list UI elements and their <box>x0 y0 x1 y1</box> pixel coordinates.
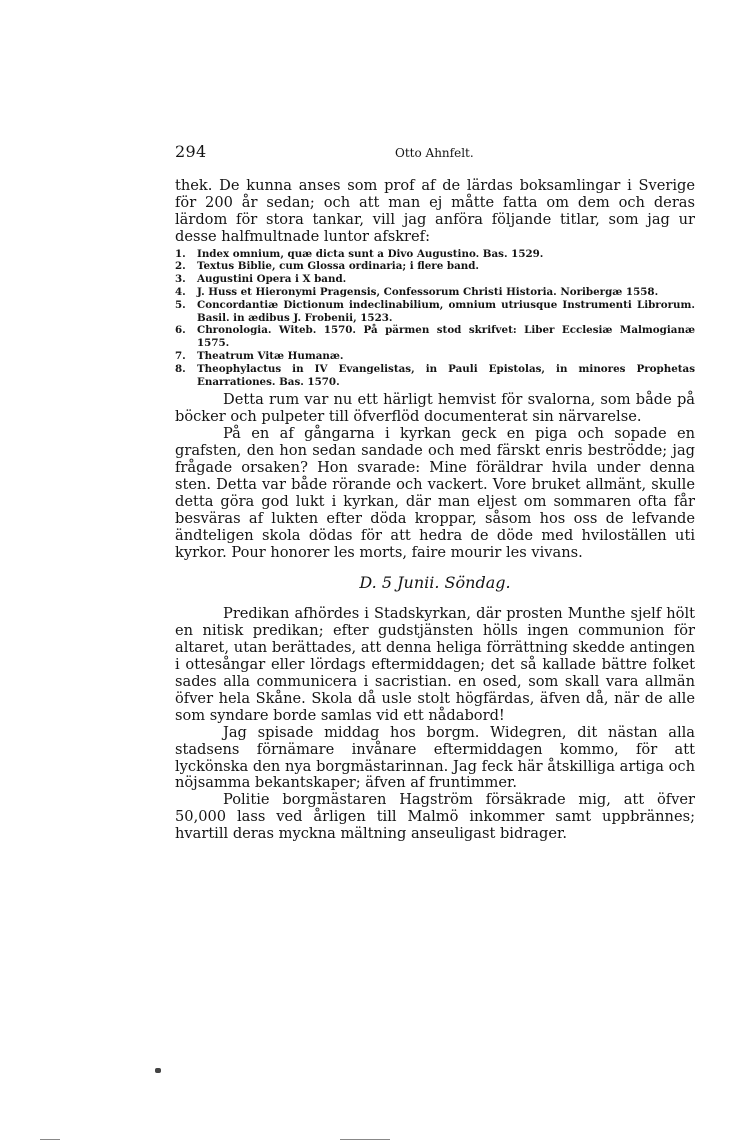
list-item <box>175 286 695 299</box>
list-item-number: 2. <box>175 260 186 273</box>
list-item <box>175 350 695 363</box>
list-item-number: 5. <box>175 298 186 311</box>
list-item-text: Theophylactus in IV Evangelistas, in Pauli Epistolas, in minores Prophetas Enarrationes. Bas. 1570. <box>197 362 695 388</box>
list-item-number: 7. <box>175 350 186 362</box>
list-item <box>175 273 695 286</box>
book-list <box>175 248 695 389</box>
running-head: Otto Ahnfelt. <box>395 146 474 160</box>
list-item <box>175 299 695 325</box>
list-item-text: Augustini Opera i X band. <box>197 273 347 286</box>
page-header <box>175 142 695 164</box>
list-item-number: 6. <box>175 324 186 337</box>
paragraph: Politie borgmästaren Hagström försäkrade mig, att öfver 50,000 lass ved årligen till Malmö inkommer samt uppbrännes; hvartill deras myckna mältning anseuligast bidrager. <box>175 791 695 843</box>
paragraph: Jag spisade middag hos borgm. Widegren, dit nästan alla stadsens förnämare invånare eftermiddagen kommo, för att lyckönska den nya borgmästarinnan. Jag feck här åtskilliga artiga och nöjsamma bekantskaper; äfven af fruntimmer. <box>175 723 695 792</box>
scan-speck <box>155 1068 161 1073</box>
list-item <box>175 324 695 350</box>
list-item-text: Chronologia. Witeb. 1570. På pärmen stod skrifvet: Liber Ecclesiæ Malmogianæ 1575. <box>197 324 695 350</box>
paragraph: Detta rum var nu ett härligt hemvist för svalorna, som både på böcker och pulpeter till öfverflöd documenterat sin närvarelse. <box>175 391 695 426</box>
list-item <box>175 260 695 273</box>
body-text <box>175 178 695 843</box>
page-number: 294 <box>175 142 207 161</box>
list-item-text: Textus Biblie, cum Glossa ordinaria; i flere band. <box>197 260 480 273</box>
section-heading: D. 5 Junii. Söndag. <box>359 573 511 593</box>
scan-line <box>340 1139 390 1140</box>
list-item-number: 8. <box>175 362 186 375</box>
list-item-text: J. Huss et Hieronymi Pragensis, Confessorum Christi Historia. Noribergæ 1558. <box>197 286 659 299</box>
list-item-text: Concordantiæ Dictionum indeclinabilium, omnium utriusque Instrumenti Librorum. Basil. in ædibus J. Frobenii, 1523. <box>197 298 695 324</box>
list-item-number: 4. <box>175 286 186 299</box>
intro-paragraph: thek. De kunna anses som prof af de lärdas boksamlingar i Sverige för 200 år sedan; och att man ej måtte fatta om dem och deras lärdom för stora tankar, vill jag anföra följande titlar, som jag ur desse halfmultnade luntor afskref: <box>175 177 695 245</box>
scan-line <box>40 1139 60 1140</box>
list-item-text: Index omnium, quæ dicta sunt a Divo Augustino. Bas. 1529. <box>197 247 544 260</box>
list-item-number: 3. <box>175 273 186 286</box>
list-item-number: 1. <box>175 247 186 260</box>
paragraph: På en af gångarna i kyrkan geck en piga och sopade en grafsten, den hon sedan sandade och med färskt enris beströdde; jag frågade orsaken? Hon svarade: Mine föräldrar hvila under denna sten. Detta var både rörande och vackert. Vore bruket allmänt, skulle detta göra god lukt i kyrkan, där man eljest om sommaren ofta får besväras af lukten efter döda kroppar, såsom hos oss de lefvande ändteligen skola dödas för att hedra de döde med hvilоställen uti kyrkor. Pour honorer les morts, faire mourir les vivans. <box>175 425 695 561</box>
paragraph: Predikan afhördes i Stadskyrkan, där prosten Munthe sjelf hölt en nitisk predikan; efter gudstjänsten hölls ingen communion för altaret, utan berättades, att denna heliga förrättning skedde antingen i ottesångar eller lördags eftermiddagen; det så kallade bättre folket sades alla communicera i sacristian. en osed, som skall vara allmän öfver hela Skåne. Skola då usle stolt högfärdas, äfven då, när de alle som syndare borde samlas vid ett nådabord! <box>175 605 695 724</box>
list-item <box>175 363 695 389</box>
list-item <box>175 248 695 261</box>
list-item-text: Theatrum Vitæ Humanæ. <box>197 350 344 362</box>
